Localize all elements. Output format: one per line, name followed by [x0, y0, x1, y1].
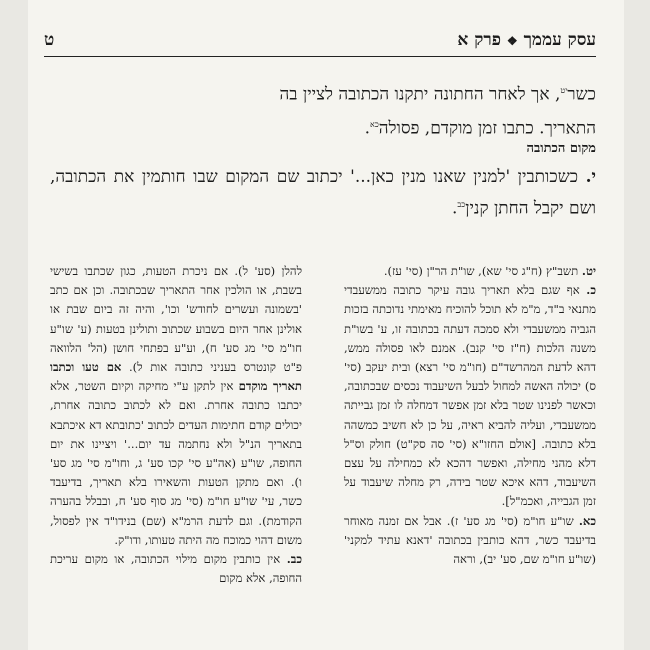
footnote-ref: כב [457, 200, 466, 209]
footnotes-column-right [344, 262, 596, 569]
header-rule [44, 56, 596, 57]
ornament-icon: ❖ [506, 34, 518, 48]
page-number: ט [44, 30, 55, 50]
section-subheading: מקום הכתובה [526, 141, 596, 156]
footnote: כ. אף שגם בלא תאריך גובה עיקר כתובה ממשעבדי מתנאי ב"ד, מ"מ לא תוכל להוכיח מאימתי נדוכתה בזכות הגביה ממשעבדי ולא סמכה דעתה בכתובה זו, ע' בשו"ת משנה הלכות (ח"ז סי' קנב). אמנם לאו פסולה ממש, דהא לדעת המהרשד"ם (חו"מ סי' רצא) ובית יעקב (סי' ס) יכולה האשה למחול לבעל השיעבוד נכסים שבכתובה, וכאשר לפנינו שטר בלא זמן אפשר דמחלה לו זמן גבייתה ממשעבדי, ועליה להביא ראיה, על כן לא חשיב כמשהה בלא כתובה. [אולם החזו"א (סי' סה סק"ט) חולק וס"ל דלא מהני מחילה, ואפשר דהכא לא כמחילה על עצם השיעבוד, דהא איכא שטר בידה, רק מחלה שיעבוד על זמן הגבייה, ואכמ"ל]. [344, 283, 596, 509]
footnote: כא. שו"ע חו"מ (סי' מג סע' ז). אבל אם זמנה מאוחר בדיעבד כשר, דהא כותבין בכתובה 'דאנא עתיד למקני' (שו"ע חו"מ שם, סע' יב), וראה [344, 513, 596, 567]
paragraph-number: י. [585, 167, 596, 187]
footnote: להלן (סע' ל). אם ניכרת הטעות, כגון שכתבו בשישי בשבת, או הולכין אחר התאריך שבכתובה. וכן אם כתב 'בשמונה ועשרים לחודש' וכו', והיה זה ביום שבת או אולינן אחר היום בשבוע שכתוב ותולינן בטעות (ע' שו"ע חו"מ סי' מג סע' ח), וע"ע בפתחי חושן (הל' הלוואה פ"ט קונטרס בעניני כתובה אות ל). אם טעו וכתבו תאריך מוקדם אין לתקן ע"י מחיקה וקיום השטר, אלא יכתבו כתובה אחרת. ואם לא לכתוב כתובה אחרת, יכולים קודם חתימות העדים לכתוב 'כתובתא דא איכתבא בתאריך הנ"ל ולא נחתמה עד יום...' ויציינו את יום החופה, שו"ע (אה"ע סי' קכו סע' ג, וחו"מ סי' מג סע' ו). ואם מתקן הטעות והשאירו בלא תאריך, בדיעבד כשר, עי' שו"ע חו"מ (סי' מג סוף סע' ח, ובבלל בהערה הקודמת). וגם לדעת הרמ"א (שם) בנידו"ד אין לפסול, משום דהוי כמוכח מה היתה טעותו, ודו"ק. [50, 264, 302, 547]
footnote: כב. אין כותבין מקום מילוי הכתובה, או מקום עריכת החופה, אלא מקום [50, 552, 302, 586]
book-title: עסק עממך ❖ פרק א [457, 30, 596, 50]
footnotes-column-left [50, 262, 302, 588]
footnote: יט. תשב"ץ (ח"ג סי' שא), שו"ת הר"ן (סי' עז). [383, 264, 596, 278]
footnote-ref: יט [560, 86, 568, 95]
book-page [28, 0, 624, 650]
chapter-label: פרק א [457, 30, 501, 50]
footnote-ref: כא [370, 119, 379, 129]
main-paragraph: י. כשכותבין 'למנין שאנו מנין כאן...' יכתוב שם המקום שבו חותמין את הכתובה, ושם יקבל החתן קנין$^{כב}$. [50, 167, 596, 219]
intro-paragraph: כשר$^{יט}$, אך לאחר החתונה יתקנו הכתובה לציין בה התאריך. כתבו זמן מוקדם, פסולה$^{כא}$. [279, 84, 596, 139]
